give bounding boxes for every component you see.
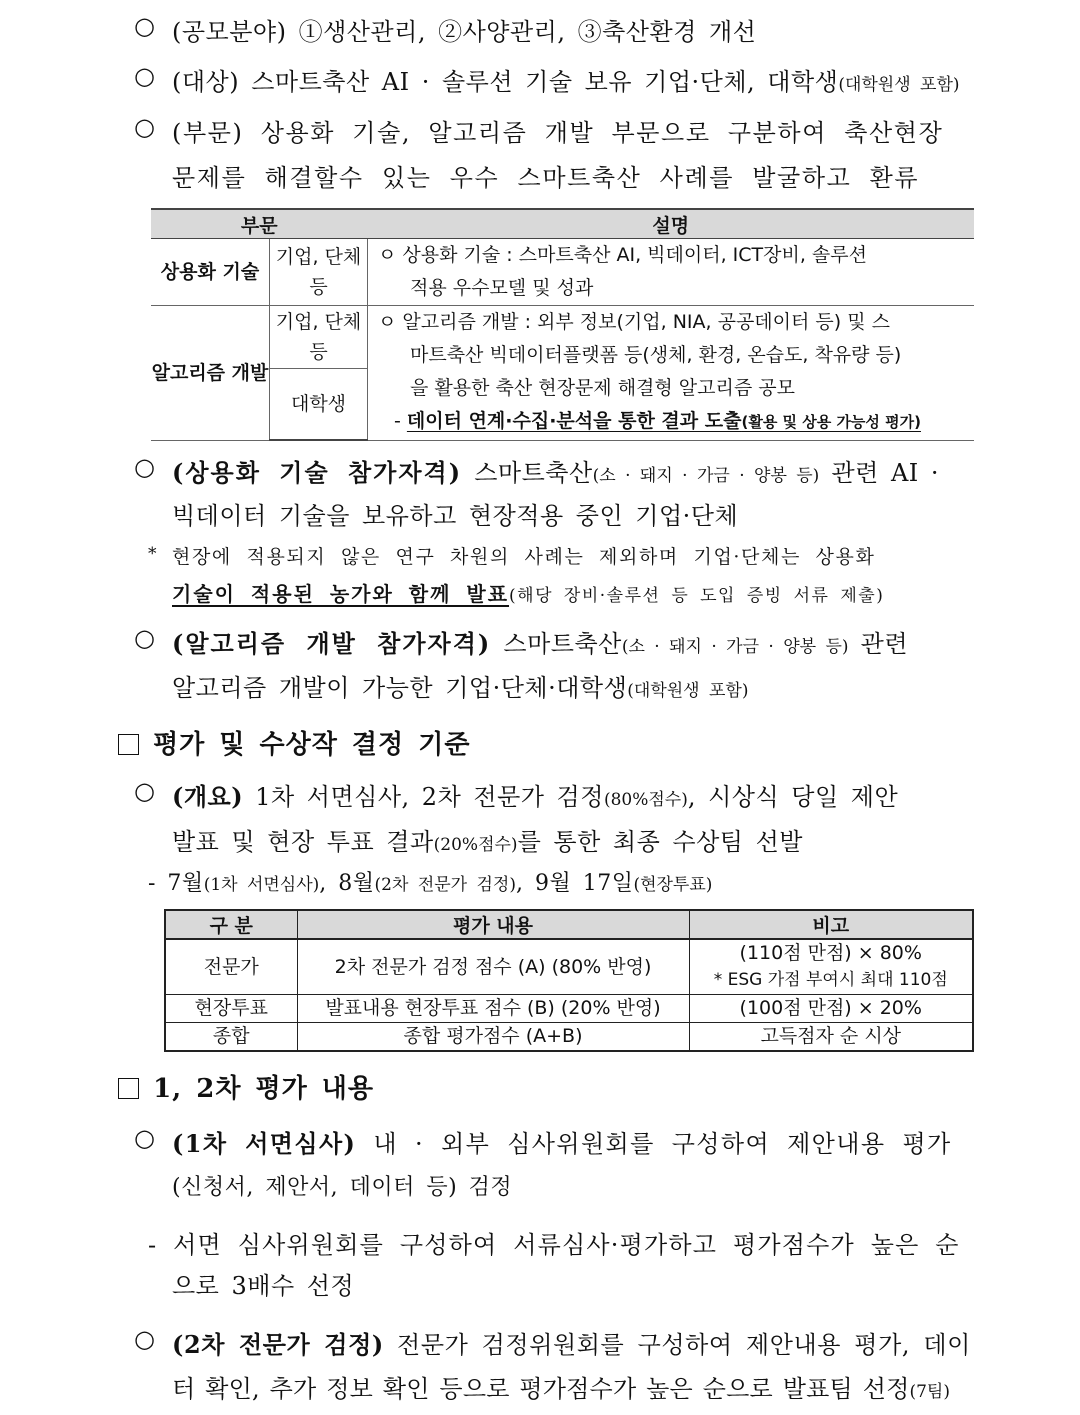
circle-bullet-icon: ○ (134, 453, 155, 481)
overview-cont: 발표 및 현장 투표 결과(20%점수)를 통한 최종 수상팀 선발 (172, 828, 803, 856)
table-row: 종합 종합 평가점수 (A+B) 고득점자 순 시상 (165, 1023, 973, 1052)
target-algorithm-student: 대학생 (270, 369, 368, 441)
circle-bullet-icon: ○ (134, 1124, 155, 1152)
circle-bullet-icon: ○ (134, 62, 155, 90)
desc-algorithm: ㅇ 알고리즘 개발 : 외부 정보(기업, NIA, 공공데이터 등) 및 스 마트축산 빅데이터플랫폼 등(생체, 환경, 온습도, 착유량 등) 을 활용한 축산 현장문제 해결형 알고리즘 공모 - 데이터 연계·수집·분석을 통한 결과 도출(활용 및 상용 가능성 평가) (368, 306, 975, 441)
circle-bullet-icon: ○ (134, 113, 155, 141)
table-row (151, 306, 974, 369)
heading-evaluation-criteria: 평가 및 수상작 결정 기준 (0, 724, 1080, 760)
item-overview: ○ (개요) 1차 서면심사, 2차 전문가 검정(80%점수), 시상식 당일 제안 (134, 777, 899, 811)
item-algorithm-eligibility: ○ (알고리즘 개발 참가자격) 스마트축산(소 · 돼지 · 가금 · 양봉 등) 관련 (134, 624, 909, 658)
item-target (0, 62, 1080, 96)
table-row: 전문가 2차 전문가 검정 점수 (A) (80% 반영) (110점 만점) × 80% * ESG 가점 부여시 최대 110점 (165, 939, 973, 995)
evaluation-table-header (165, 910, 973, 939)
header-content: 평가 내용 (297, 910, 689, 939)
target-text: (대상) 스마트축산 AI · 솔루션 기술 보유 기업·단체, 대학생(대학원생 포함) (172, 68, 960, 96)
item-second-review: ○ (2차 전문가 검정) 전문가 검정위원회를 구성하여 제안내용 평가, 데이 (134, 1325, 971, 1359)
category-table (151, 208, 974, 441)
header-division: 구 분 (165, 910, 297, 939)
category-text: (부문) 상용화 기술, 알고리즘 개발 부문으로 구분하여 축산현장 (172, 119, 944, 147)
note-commercial: * 현장에 적용되지 않은 연구 차원의 사례는 제외하며 기업·단체는 상용화 (148, 544, 876, 568)
table-row: 현장투표 발표내용 현장투표 점수 (B) (20% 반영) (100점 만점) × 20% (165, 995, 973, 1023)
circle-bullet-icon: ○ (134, 777, 155, 805)
table-row (151, 239, 974, 306)
first-review-cont: (신청서, 제안서, 데이터 등) 검정 (172, 1175, 513, 1200)
circle-bullet-icon: ○ (134, 624, 155, 652)
header-description: 설명 (368, 209, 975, 239)
category-table-header (151, 209, 974, 239)
item-contest-field (0, 12, 1080, 46)
header-remark: 비고 (689, 910, 973, 939)
category-text-cont: 문제를 해결할수 있는 우수 스마트축산 사례를 발굴하고 환류 (172, 164, 920, 192)
checkbox-square-icon (118, 734, 139, 755)
first-review-detail-cont: 으로 3배수 선정 (172, 1272, 355, 1300)
item-first-review: ○ (1차 서면심사) 내 · 외부 심사위원회를 구성하여 제안내용 평가 (134, 1124, 952, 1158)
second-review-cont: 터 확인, 추가 정보 확인 등으로 평가점수가 높은 순으로 발표팀 선정(7팀) (172, 1375, 950, 1403)
commercial-eligibility-cont: 빅데이터 기술을 보유하고 현장적용 중인 기업·단체 (172, 502, 739, 530)
header-section: 부문 (151, 209, 368, 239)
checkbox-square-icon (118, 1078, 139, 1099)
heading-evaluation-content: 1, 2차 평가 내용 (0, 1068, 1080, 1104)
section-commercial: 상용화 기술 (151, 239, 270, 306)
circle-bullet-icon: ○ (134, 12, 155, 40)
asterisk-icon: * (148, 544, 157, 564)
contest-field-text: (공모분야) ①생산관리, ②사양관리, ③축산환경 개선 (172, 18, 757, 46)
note-commercial-cont: 기술이 적용된 농가와 함께 발표(해당 장비·솔루션 등 도입 증빙 서류 제출) (172, 582, 885, 606)
item-commercial-eligibility: ○ (상용화 기술 참가자격) 스마트축산(소 · 돼지 · 가금 · 양봉 등) 관련 AI · (134, 453, 940, 487)
schedule-line: - 7월(1차 서면심사), 8월(2차 전문가 검정), 9월 17일(현장투표) (148, 871, 713, 896)
first-review-detail: - 서면 심사위원회를 구성하여 서류심사·평가하고 평가점수가 높은 순 (148, 1231, 960, 1259)
algorithm-eligibility-cont: 알고리즘 개발이 가능한 기업·단체·대학생(대학원생 포함) (172, 674, 749, 702)
desc-commercial: ㅇ 상용화 기술 : 스마트축산 AI, 빅데이터, ICT장비, 솔루션 적용 우수모델 및 성과 (368, 239, 975, 306)
item-category (0, 113, 1080, 147)
target-algorithm-company: 기업, 단체 등 (270, 306, 368, 369)
evaluation-table (164, 909, 974, 1052)
section-algorithm: 알고리즘 개발 (151, 306, 270, 441)
circle-bullet-icon: ○ (134, 1325, 155, 1353)
target-commercial: 기업, 단체 등 (270, 239, 368, 306)
